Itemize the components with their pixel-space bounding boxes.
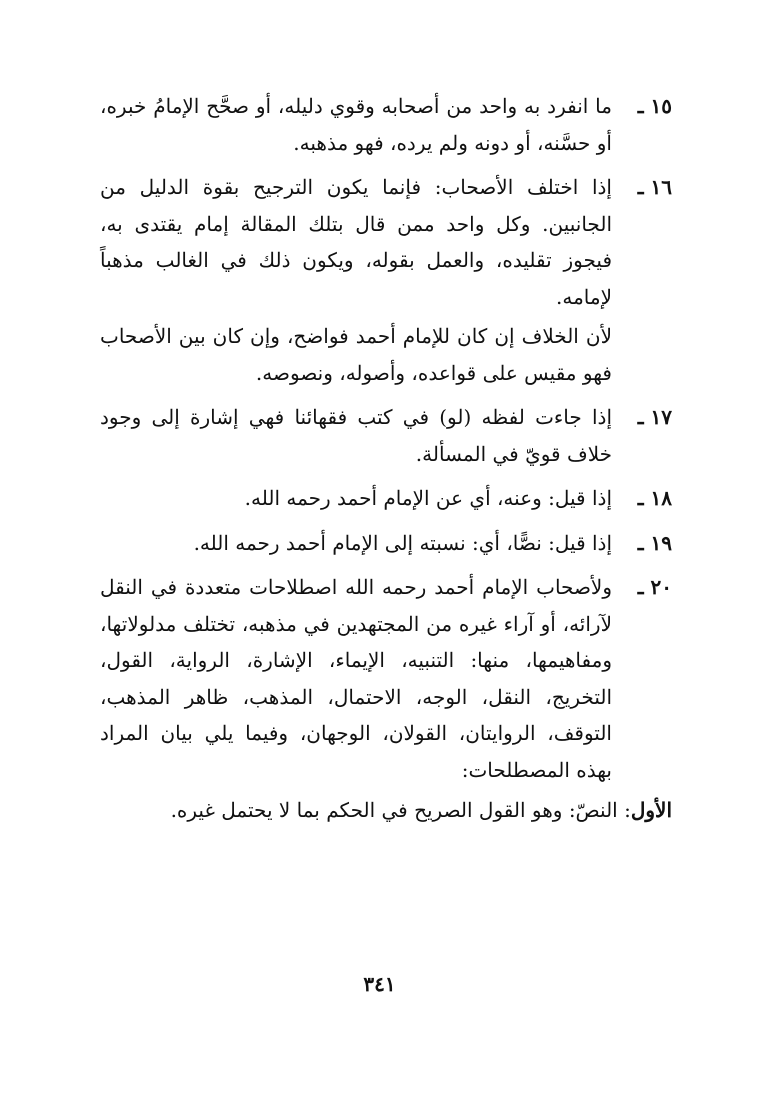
list-item-15: [100, 88, 672, 161]
item-body: [100, 480, 612, 517]
item-paragraph: لأن الخلاف إن كان للإمام أحمد فواضح، وإن كان بين الأصحاب فهو مقيس على قواعده، وأصوله، ونصوصه.: [100, 324, 612, 385]
term-label: الأول: [630, 798, 672, 822]
list-item-17: [100, 399, 672, 472]
item-number: ١٨ ـ: [637, 486, 672, 510]
first-term-definition: [100, 792, 672, 829]
item-number: ١٥ ـ: [637, 94, 672, 118]
main-text: [100, 88, 672, 829]
item-number: ١٧ ـ: [637, 405, 672, 429]
item-paragraph: إذا اختلف الأصحاب: فإنما يكون الترجيح بقوة الدليل من الجانبين. وكل واحد ممن قال بتلك المقالة إمام يقتدى به، فيجوز تقليده، والعمل بقوله، ويكون ذلك في الغالب مذهباً لإمامه.: [100, 175, 612, 309]
term-definition: : النصّ: وهو القول الصريح في الحكم بما لا يحتمل غيره.: [170, 798, 631, 822]
list-item-18: [100, 480, 672, 517]
page-number: ٣٤١: [363, 972, 396, 996]
item-number: ٢٠ ـ: [637, 575, 672, 599]
item-number: ١٦ ـ: [637, 175, 672, 199]
item-paragraph: إذا قيل: وعنه، أي عن الإمام أحمد رحمه الله.: [244, 486, 612, 510]
item-body: [100, 569, 612, 788]
item-number: ١٩ ـ: [637, 530, 672, 555]
list-item-16: [100, 169, 672, 391]
item-body: [100, 525, 612, 562]
list-item-19: [100, 525, 672, 562]
item-paragraph: إذا قيل: نصًّا، أي: نسبته إلى الإمام أحمد رحمه الله.: [193, 530, 612, 555]
item-body: [100, 169, 612, 391]
item-body: [100, 88, 612, 161]
item-paragraph: ما انفرد به واحد من أصحابه وقوي دليله، أو صحَّح الإمامُ خبره، أو حسَّنه، أو دونه ولم يرده، فهو مذهبه.: [100, 94, 612, 155]
item-paragraph: ولأصحاب الإمام أحمد رحمه الله اصطلاحات متعددة في النقل لآرائه، أو آراء غيره من المجتهدين في مذهبه، تختلف مدلولاتها، ومفاهيمها، منها: التنبيه، الإيماء، الإشارة، الرواية، القول، التخريج، النقل، الوجه، الاحتمال، المذهب، ظاهر المذهب، التوقف، الروايتان، القولان، الوجهان، وفيما يلي بيان المراد بهذه المصطلحات:: [100, 575, 612, 782]
list-item-20: [100, 569, 672, 788]
item-paragraph: إذا جاءت لفظه (لو) في كتب فقهائنا فهي إشارة إلى وجود خلاف قويّ في المسألة.: [100, 405, 612, 466]
item-body: [100, 399, 612, 472]
